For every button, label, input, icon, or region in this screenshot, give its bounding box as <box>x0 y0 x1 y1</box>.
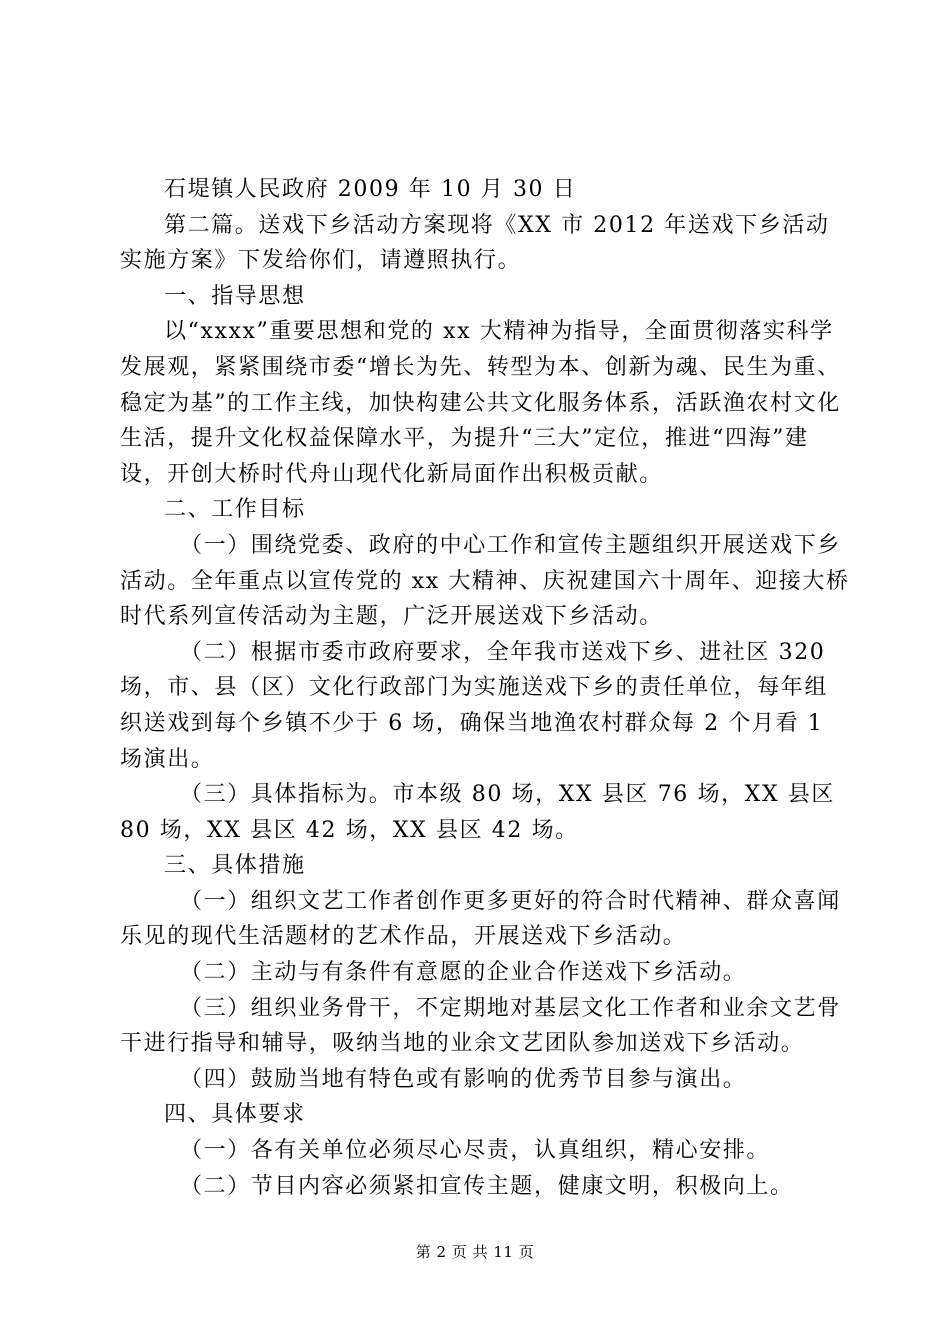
document-body <box>120 172 850 1204</box>
paragraph-intro: 第二篇。送戏下乡活动方案现将《XX 市 2012 年送戏下乡活动实施方案》下发给你们，请遵照执行。 <box>120 212 830 274</box>
paragraph-measure-2: （二）主动与有条件有意愿的企业合作送戏下乡活动。 <box>180 960 747 986</box>
section-heading-2: 二、工作目标 <box>164 497 306 523</box>
paragraph-guiding-thought: 以“xxxx”重要思想和党的 xx 大精神为指导，全面贯彻落实科学发展观，紧紧围绕市委“增长为先、转型为本、创新为魂、民生为重、稳定为基”的工作主线，加快构建公共文化服务体系，活跃渔农村文化生活，提升文化权益保障水平，为提升“三大”定位，推进“四海”建设，开创大桥时代舟山现代化新局面作出积极贡献。 <box>120 319 841 487</box>
paragraph-goal-2: （二）根据市委市政府要求，全年我市送戏下乡、进社区 320 场，市、县（区）文化行政部门为实施送戏下乡的责任单位，每年组织送戏到每个乡镇不少于 6 场，确保当地渔农村群众每 2 个月看 1 场演出。 <box>120 639 829 772</box>
paragraph-goal-3: （三）具体指标为。市本级 80 场，XX 县区 76 场，XX 县区 80 场，XX 县区 42 场，XX 县区 42 场。 <box>120 782 835 843</box>
page-number: 第 2 页 共 11 页 <box>415 1243 535 1261</box>
paragraph-measure-3: （三）组织业务骨干，不定期地对基层文化工作者和业余文艺骨干进行指导和辅导，吸纳当地的业余文艺团队参加送戏下乡活动。 <box>120 995 841 1057</box>
section-heading-3: 三、具体措施 <box>164 853 306 879</box>
paragraph-requirement-2: （二）节目内容必须紧扣宣传主题，健康文明，积极向上。 <box>180 1173 794 1199</box>
paragraph-measure-4: （四）鼓励当地有特色或有影响的优秀节目参与演出。 <box>180 1066 747 1092</box>
section-heading-1: 一、指导思想 <box>164 283 306 309</box>
signature-line: 石堤镇人民政府 2009 年 10 月 30 日 <box>164 177 577 202</box>
paragraph-measure-1: （一）组织文艺工作者创作更多更好的符合时代精神、群众喜闻乐见的现代生活题材的艺术作品，开展送戏下乡活动。 <box>120 888 841 950</box>
section-heading-4: 四、具体要求 <box>164 1102 306 1128</box>
paragraph-goal-1: （一）围绕党委、政府的中心工作和宣传主题组织开展送戏下乡活动。全年重点以宣传党的 xx 大精神、庆祝建国六十周年、迎接大桥时代系列宣传活动为主题，广泛开展送戏下乡活动。 <box>120 532 850 630</box>
paragraph-requirement-1: （一）各有关单位必须尽心尽责，认真组织，精心安排。 <box>180 1138 771 1164</box>
